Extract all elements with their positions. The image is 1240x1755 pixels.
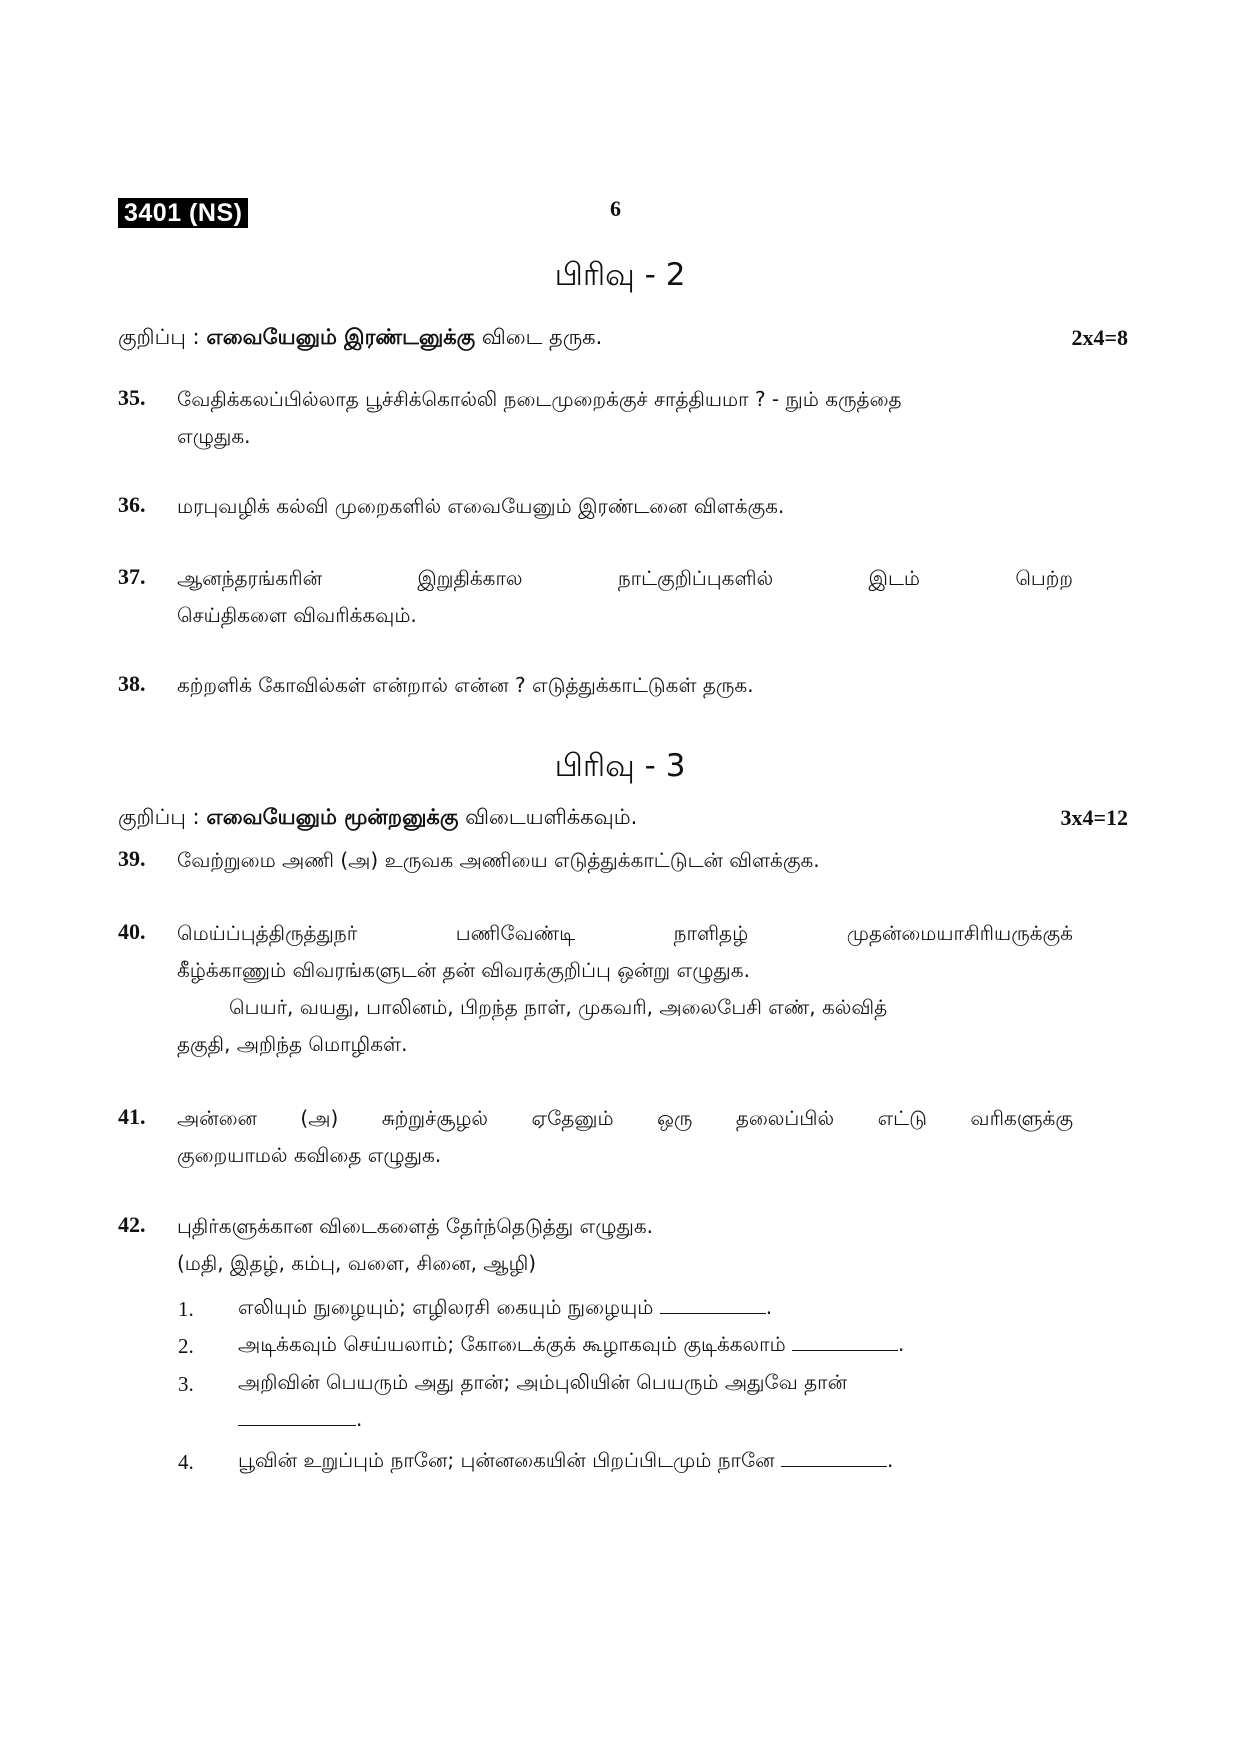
riddle-number: 1. — [178, 1297, 194, 1321]
riddle-text: அடிக்கவும் செய்யலாம்; கோடைக்குக் கூழாகவும் குடிக்கலாம் — [238, 1332, 786, 1356]
riddle-item — [178, 1289, 1078, 1326]
word: பணிவேண்டி — [455, 921, 576, 945]
answer-blank — [660, 1295, 766, 1314]
question-text-justified — [177, 560, 1073, 597]
question-number: 38. — [118, 671, 146, 696]
question-number: 35. — [118, 385, 146, 410]
word: ஒரு — [657, 1106, 693, 1130]
word: ஏதேனும் — [531, 1106, 614, 1130]
note-bold-text: எவையேனும் மூன்றனுக்கு — [206, 805, 459, 829]
question-36 — [118, 488, 1073, 525]
word: நாட்குறிப்புகளில் — [617, 566, 774, 590]
riddle-options: (மதி, இதழ், கம்பு, வளை, சினை, ஆழி) — [177, 1251, 537, 1275]
riddle-text: பூவின் உறுப்பும் நானே; புன்னகையின் பிறப்பிடமும் நானே — [238, 1448, 775, 1472]
question-text: பெயர், வயது, பாலினம், பிறந்த நாள், முகவரி, அலைபேசி எண், கல்வித் — [229, 995, 888, 1019]
paper-code-badge: 3401 (NS) — [118, 198, 248, 228]
question-number: 42. — [118, 1212, 146, 1237]
question-text: தகுதி, அறிந்த மொழிகள். — [177, 1032, 408, 1056]
note-rest-text: விடையளிக்கவும். — [465, 805, 638, 829]
question-40 — [118, 915, 1073, 1063]
section-2-title: பிரிவு - 2 — [554, 257, 686, 293]
riddle-item — [178, 1442, 1078, 1479]
riddle-text: அறிவின் பெயரும் அது தான்; அம்புலியின் பெயரும் அதுவே தான் — [238, 1370, 847, 1394]
word: சுற்றுச்சூழல் — [381, 1106, 489, 1130]
question-text-justified — [177, 1100, 1073, 1137]
section-2-marks: 2x4=8 — [1071, 325, 1128, 350]
question-41 — [118, 1100, 1073, 1174]
word: மெய்ப்புத்திருத்துநர் — [177, 921, 358, 945]
word: அன்னை — [177, 1106, 257, 1130]
question-text: எழுதுக. — [177, 424, 251, 448]
question-text: வேதிக்கலப்பில்லாத பூச்சிக்கொல்லி நடைமுறைக்குச் சாத்தியமா ? - நும் கருத்தை — [177, 387, 902, 411]
section-3-marks: 3x4=12 — [1060, 805, 1128, 830]
question-37 — [118, 560, 1073, 634]
question-38 — [118, 667, 1073, 704]
question-text: குறையாமல் கவிதை எழுதுக. — [177, 1143, 442, 1167]
question-number: 39. — [118, 846, 146, 871]
word: ஆனந்தரங்கரின் — [177, 566, 322, 590]
riddle-number: 4. — [178, 1450, 194, 1474]
question-42 — [118, 1208, 1073, 1282]
question-number: 40. — [118, 919, 146, 944]
question-text: புதிர்களுக்கான விடைகளைத் தேர்ந்தெடுத்து எழுதுக. — [177, 1214, 653, 1238]
word: இறுதிக்கால — [417, 566, 523, 590]
note-rest-text: விடை தருக. — [481, 325, 603, 349]
note-label: குறிப்பு : — [118, 805, 200, 829]
word: நாளிதழ் — [673, 921, 749, 945]
section-2-note — [118, 325, 1128, 352]
word: முதன்மையாசிரியருக்குக் — [846, 921, 1073, 945]
question-number: 36. — [118, 492, 146, 517]
answer-blank — [238, 1407, 356, 1426]
question-text: செய்திகளை விவரிக்கவும். — [177, 603, 417, 627]
note-label: குறிப்பு : — [118, 325, 200, 349]
section-3-note — [118, 805, 1128, 832]
riddle-number: 2. — [178, 1334, 194, 1358]
period: . — [765, 1295, 773, 1319]
riddle-number: 3. — [178, 1372, 194, 1396]
word: பெற்ற — [1015, 566, 1073, 590]
riddle-text: எலியும் நுழையும்; எழிலரசி கையும் நுழையும் — [238, 1295, 654, 1319]
question-number: 37. — [118, 564, 146, 589]
word: தலைப்பில் — [735, 1106, 835, 1130]
question-text: கற்றளிக் கோவில்கள் என்றால் என்ன ? எடுத்துக்காட்டுகள் தருக. — [177, 673, 754, 697]
question-text: மரபுவழிக் கல்வி முறைகளில் எவையேனும் இரண்டனை விளக்குக. — [177, 494, 785, 518]
page-number: 6 — [610, 196, 621, 221]
question-text: கீழ்க்காணும் விவரங்களுடன் தன் விவரக்குறிப்பு ஒன்று எழுதுக. — [177, 958, 750, 982]
answer-blank — [781, 1448, 887, 1467]
note-bold-text: எவையேனும் இரண்டனுக்கு — [206, 325, 476, 349]
period: . — [356, 1407, 363, 1431]
word: எட்டு — [877, 1106, 927, 1130]
period: . — [898, 1332, 905, 1356]
word: (அ) — [300, 1106, 339, 1130]
riddle-item — [178, 1326, 1078, 1363]
question-text: வேற்றுமை அணி (அ) உருவக அணியை எடுத்துக்காட்டுடன் விளக்குக. — [177, 848, 820, 872]
question-39 — [118, 842, 1073, 879]
riddle-item — [178, 1364, 1078, 1438]
word: இடம் — [868, 566, 920, 590]
question-number: 41. — [118, 1104, 146, 1129]
question-35 — [118, 381, 1073, 455]
answer-blank — [792, 1332, 898, 1351]
section-3-title: பிரிவு - 3 — [554, 748, 686, 784]
word: வரிகளுக்கு — [970, 1106, 1073, 1130]
question-text-justified — [177, 915, 1073, 952]
period: . — [886, 1448, 894, 1472]
